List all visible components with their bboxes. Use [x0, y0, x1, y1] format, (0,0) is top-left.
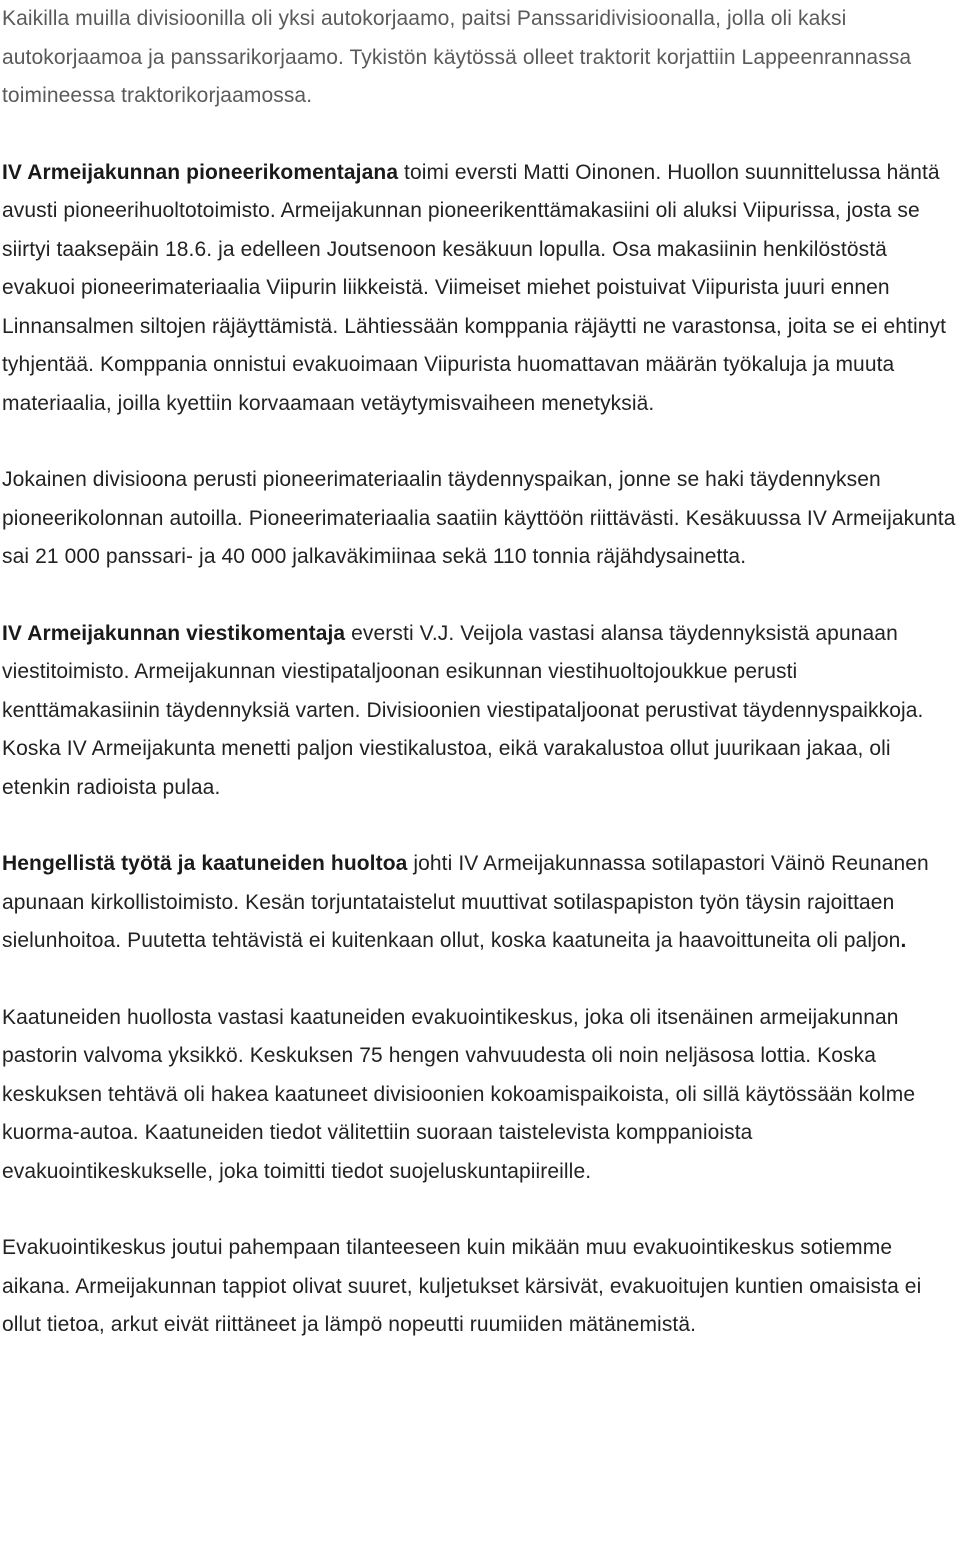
paragraph-gap — [2, 961, 960, 999]
paragraph-period-bold: . — [900, 929, 907, 952]
paragraph-heading-bold: Hengellistä työtä ja kaatuneiden huoltoa — [2, 852, 408, 875]
paragraph-text: toimi eversti Matti Oinonen. Huollon suunnittelussa häntä avusti pioneerihuoltotoimisto. Armeijakunnan pioneerikenttämakasiini oli aluksi Viipurissa, josta se siirtyi taaksepäin 18.6. ja edelleen Joutsenoon kesäkuun lopulla. Osa makasiinin henkilöstöstä evakuoi pioneerimateriaalia Viipurin liikkeistä. Viimeiset miehet poistuivat Viipurista juuri ennen Linnansalmen siltojen räjäyttämistä. Lähtiessään komppania räjäytti ne varastonsa, joita se ei ehtinyt tyhjentää. Komppania onnistui evakuoimaan Viipurista huomattavan määrän työkaluja ja muuta materiaalia, joilla kyettiin korvaamaan vetäytymisvaiheen menetyksiä. — [2, 160, 947, 415]
paragraph-gap — [2, 1191, 960, 1229]
paragraph-text: eversti V.J. Veijola vastasi alansa täydennyksistä apunaan viestitoimisto. Armeijakunnan viestipataljoonan esikunnan viestihuoltojoukkue perusti kenttämakasiinin täydennyksiä varten. Divisioonien viestipataljoonat perustivat täydennyspaikkoja. Koska IV Armeijakunta menetti paljon viestikalustoa, eikä varakalustoa ollut juurikaan jakaa, oli etenkin radioista pulaa. — [2, 621, 924, 799]
paragraph-pioneer-command — [2, 154, 960, 424]
paragraph-workshops — [2, 0, 960, 116]
paragraph-gap — [2, 577, 960, 615]
paragraph-text: Evakuointikeskus joutui pahempaan tilanteeseen kuin mikään muu evakuointikeskus sotiemme aikana. Armeijakunnan tappiot olivat suuret, kuljetukset kärsivät, evakuoitujen kuntien omaisista ei ollut tietoa, arkut eivät riittäneet ja lämpö nopeutti ruumiiden mätänemistä. — [2, 1236, 922, 1336]
paragraph-pioneer-supply — [2, 461, 960, 577]
paragraph-text: Kaikilla muilla divisioonilla oli yksi autokorjaamo, paitsi Panssaridivisioonalla, jolla oli kaksi autokorjaamoa ja panssarikorjaamo. Tykistön käytössä olleet traktorit korjattiin Lappeenrannassa toimineessa traktorikorjaamossa. — [2, 7, 912, 107]
paragraph-gap — [2, 423, 960, 461]
paragraph-gap — [2, 116, 960, 154]
paragraph-text: johti IV Armeijakunnassa sotilapastori Väinö Reunanen apunaan kirkollistoimisto. Kesän torjuntataistelut muuttivat sotilaspapiston työn täysin rajoittaen sielunhoitoa. Puutetta tehtävistä ei kuitenkaan ollut, koska kaatuneita ja haavoittuneita oli paljon — [2, 852, 929, 952]
paragraph-text: Kaatuneiden huollosta vastasi kaatuneiden evakuointikeskus, joka oli itsenäinen armeijakunnan pastorin valvoma yksikkö. Keskuksen 75 hengen vahvuudesta oli noin neljäsosa lottia. Koska keskuksen tehtävä oli hakea kaatuneet divisioonien kokoamispaikoista, oli sillä käytössään kolme kuorma-autoa. Kaatuneiden tiedot välitettiin suoraan taistelevista komppanioista evakuointikeskukselle, joka toimitti tiedot suojeluskuntapiireille. — [2, 1005, 916, 1183]
paragraph-evacuation-situation — [2, 1229, 960, 1345]
paragraph-signals-command — [2, 615, 960, 808]
paragraph-text: Jokainen divisioona perusti pioneerimateriaalin täydennyspaikan, jonne se haki täydennyksen pioneerikolonnan autoilla. Pioneerimateriaalia saatiin käyttöön riittävästi. Kesäkuussa IV Armeijakunta sai 21 000 panssari- ja 40 000 jalkaväkimiinaa sekä 110 tonnia räjähdysainetta. — [2, 468, 956, 568]
paragraph-heading-bold: IV Armeijakunnan viestikomentaja — [2, 621, 346, 645]
paragraph-spiritual-care — [2, 845, 960, 961]
paragraph-evacuation-centre — [2, 999, 960, 1192]
paragraph-heading-bold: IV Armeijakunnan pioneerikomentajana — [2, 160, 399, 184]
paragraph-gap — [2, 807, 960, 845]
